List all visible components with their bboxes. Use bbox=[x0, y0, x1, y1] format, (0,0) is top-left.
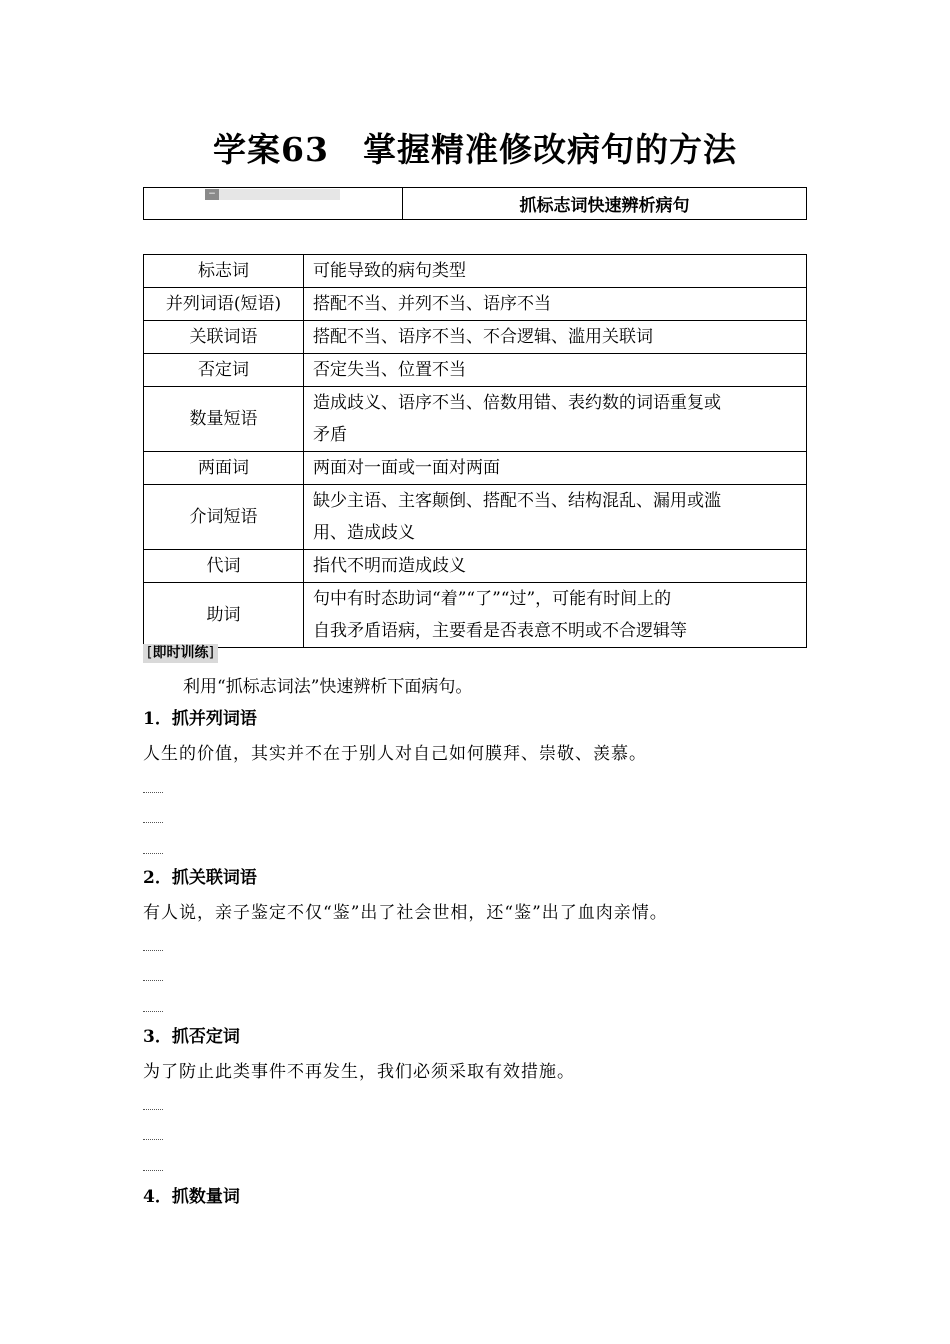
table-cell-line: 指代不明而造成歧义 bbox=[313, 556, 466, 576]
table-row bbox=[144, 550, 807, 583]
section-header-left-cell bbox=[144, 188, 403, 220]
table-row bbox=[144, 452, 807, 485]
table-row bbox=[144, 354, 807, 387]
table-cell-types bbox=[304, 550, 807, 583]
question-heading: 4．抓数量词 bbox=[143, 1187, 240, 1207]
keyword-table bbox=[143, 254, 807, 648]
table-cell-line: 搭配不当、并列不当、语序不当 bbox=[313, 294, 551, 314]
table-cell-types bbox=[304, 387, 807, 452]
table-cell-keyword: 代词 bbox=[144, 550, 304, 583]
table-cell-types bbox=[304, 354, 807, 387]
table-cell-keyword: 介词短语 bbox=[144, 485, 304, 550]
table-cell-keyword: 否定词 bbox=[144, 354, 304, 387]
table-cell-line: 句中有时态助词“着”“了”“过”，可能有时间上的 bbox=[313, 589, 672, 609]
section-header-table bbox=[143, 187, 807, 220]
answer-line[interactable] bbox=[143, 950, 163, 951]
table-cell-keyword: 两面词 bbox=[144, 452, 304, 485]
question-heading: 1．抓并列词语 bbox=[143, 709, 257, 729]
table-cell-types bbox=[304, 321, 807, 354]
section-header-title: 抓标志词快速辨析病句 bbox=[403, 188, 807, 220]
table-row bbox=[144, 485, 807, 550]
table-row bbox=[144, 288, 807, 321]
answer-line[interactable] bbox=[143, 1139, 163, 1140]
practice-tag bbox=[143, 644, 218, 663]
table-cell-line: 两面对一面或一面对两面 bbox=[313, 458, 500, 478]
table-cell-line: 造成歧义、语序不当、倍数用错、表约数的词语重复或 bbox=[313, 393, 721, 413]
table-cell-types bbox=[304, 452, 807, 485]
collapse-bar bbox=[205, 189, 340, 200]
table-row bbox=[144, 321, 807, 354]
table-cell-types bbox=[304, 583, 807, 648]
table-cell-keyword: 关联词语 bbox=[144, 321, 304, 354]
table-cell-line: 矛盾 bbox=[313, 425, 347, 445]
table-cell-types bbox=[304, 288, 807, 321]
table-cell-line: 自我矛盾语病，主要看是否表意不明或不合逻辑等 bbox=[313, 621, 687, 641]
table-cell-line: 否定失当、位置不当 bbox=[313, 360, 466, 380]
table-row bbox=[144, 583, 807, 648]
table-header-types: 可能导致的病句类型 bbox=[304, 255, 807, 288]
question-sentence: 有人说，亲子鉴定不仅“鉴”出了社会世相，还“鉴”出了血肉亲情。 bbox=[143, 903, 668, 923]
question-sentence: 为了防止此类事件不再发生，我们必须采取有效措施。 bbox=[143, 1062, 575, 1082]
answer-line[interactable] bbox=[143, 792, 163, 793]
question-heading: 3．抓否定词 bbox=[143, 1027, 240, 1047]
page-title: 学案63 掌握精准修改病句的方法 bbox=[213, 130, 737, 169]
table-cell-keyword: 助词 bbox=[144, 583, 304, 648]
answer-line[interactable] bbox=[143, 822, 163, 823]
table-cell-keyword: 并列词语(短语) bbox=[144, 288, 304, 321]
practice-intro: 利用“抓标志词法”快速辨析下面病句。 bbox=[183, 677, 473, 697]
table-cell-line: 用、造成歧义 bbox=[313, 523, 415, 543]
answer-line[interactable] bbox=[143, 1109, 163, 1110]
answer-line[interactable] bbox=[143, 1011, 163, 1012]
question-sentence: 人生的价值，其实并不在于别人对自己如何膜拜、崇敬、羡慕。 bbox=[143, 744, 647, 764]
tag-bracket-close: ] bbox=[208, 645, 214, 661]
table-header-row bbox=[144, 255, 807, 288]
tag-bracket-open: [ bbox=[147, 645, 153, 661]
table-cell-types bbox=[304, 485, 807, 550]
answer-line[interactable] bbox=[143, 853, 163, 854]
table-header-keyword: 标志词 bbox=[144, 255, 304, 288]
question-heading: 2．抓关联词语 bbox=[143, 868, 257, 888]
answer-line[interactable] bbox=[143, 980, 163, 981]
table-cell-line: 搭配不当、语序不当、不合逻辑、滥用关联词 bbox=[313, 327, 653, 347]
table-cell-keyword: 数量短语 bbox=[144, 387, 304, 452]
table-row bbox=[144, 387, 807, 452]
answer-line[interactable] bbox=[143, 1170, 163, 1171]
collapse-icon[interactable]: − bbox=[205, 189, 219, 200]
practice-tag-label: 即时训练 bbox=[152, 645, 209, 661]
table-cell-line: 缺少主语、主客颠倒、搭配不当、结构混乱、漏用或滥 bbox=[313, 491, 721, 511]
